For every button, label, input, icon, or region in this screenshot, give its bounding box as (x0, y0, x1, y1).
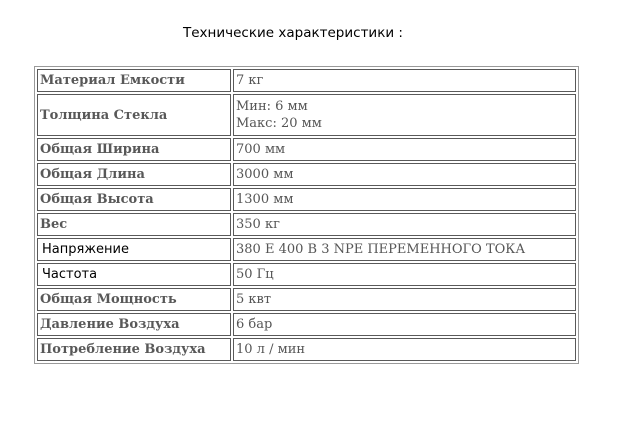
spec-value: 1300 мм (233, 188, 576, 211)
spec-value: 5 квт (233, 288, 576, 311)
spec-value: 700 мм (233, 138, 576, 161)
spec-value: 380 E 400 B 3 NPE ПЕРЕМЕННОГО ТОКА (233, 238, 576, 261)
spec-label: Материал Емкости (37, 69, 231, 92)
spec-label: Напряжение (37, 238, 231, 261)
table-row (37, 188, 576, 211)
spec-label: Потребление Воздуха (37, 338, 231, 361)
spec-value (233, 94, 576, 136)
table-row (37, 94, 576, 136)
table-row (37, 313, 576, 336)
spec-label: Частота (37, 263, 231, 286)
spec-value: 50 Гц (233, 263, 576, 286)
spec-value-line: Макс: 20 мм (236, 116, 322, 131)
spec-value: 6 бар (233, 313, 576, 336)
table-row (37, 213, 576, 236)
table-row (37, 263, 576, 286)
page-title: Технические характеристики : (183, 25, 403, 41)
table-row (37, 338, 576, 361)
spec-value: 3000 мм (233, 163, 576, 186)
spec-label: Толщина Стекла (37, 94, 231, 136)
table-row (37, 163, 576, 186)
spec-value-line: Мин: 6 мм (236, 99, 308, 114)
spec-label: Общая Ширина (37, 138, 231, 161)
spec-label: Общая Мощность (37, 288, 231, 311)
spec-value: 7 кг (233, 69, 576, 92)
spec-label: Общая Высота (37, 188, 231, 211)
spec-label: Общая Длина (37, 163, 231, 186)
table-row (37, 69, 576, 92)
spec-value: 350 кг (233, 213, 576, 236)
spec-label: Давление Воздуха (37, 313, 231, 336)
spec-label: Вес (37, 213, 231, 236)
table-row (37, 288, 576, 311)
spec-value: 10 л / мин (233, 338, 576, 361)
table-row (37, 238, 576, 261)
spec-table (34, 66, 579, 364)
table-row (37, 138, 576, 161)
